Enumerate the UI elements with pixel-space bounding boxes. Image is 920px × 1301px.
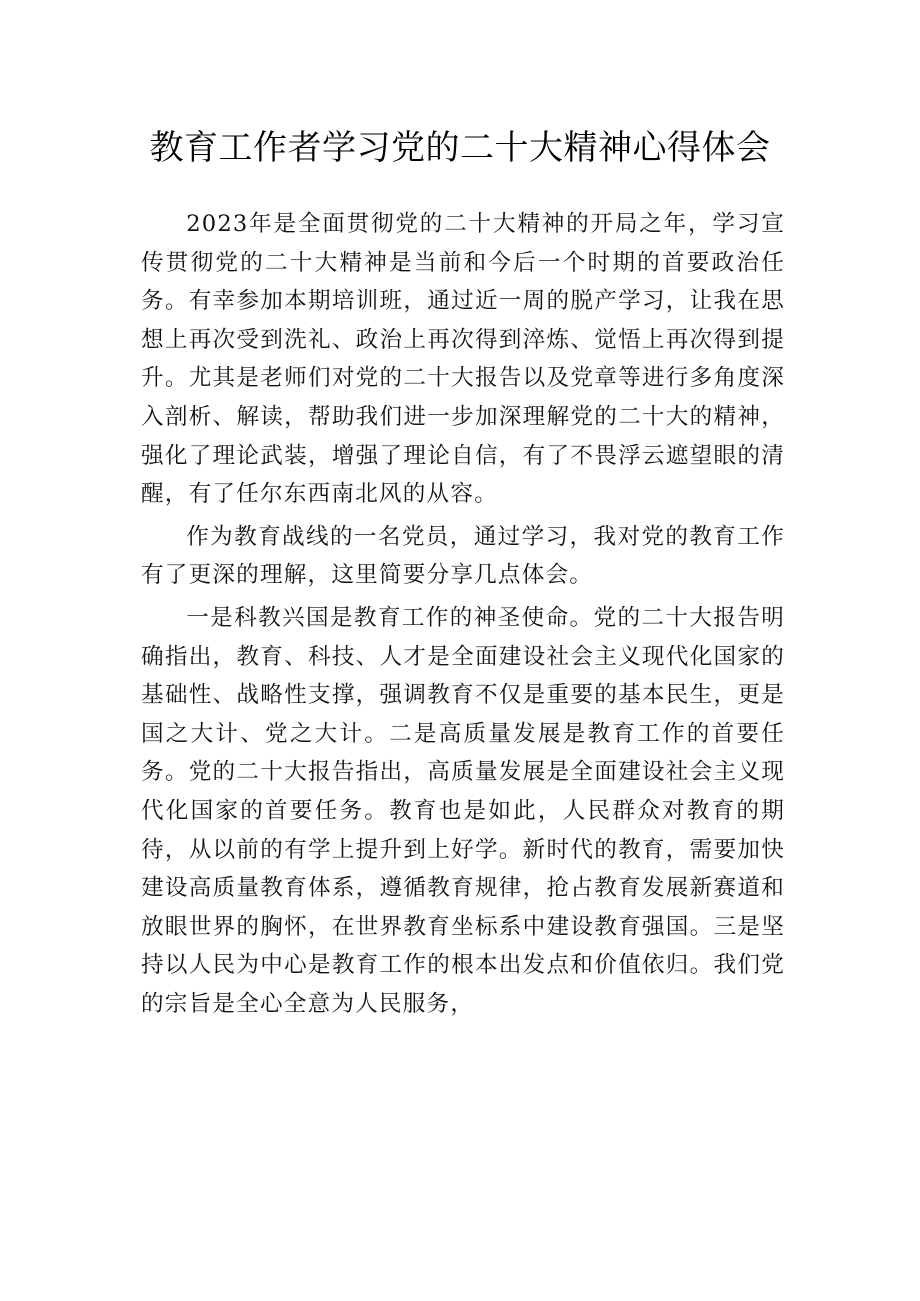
document-title: 教育工作者学习党的二十大精神心得体会: [149, 128, 771, 168]
paragraph-key-points: 一是科教兴国是教育工作的神圣使命。党的二十大报告明确指出，教育、科技、人才是全面建设社会主义现代化国家的基础性、战略性支撑，强调教育不仅是重要的基本民生，更是国之大计、党之大计。二是高质量发展是教育工作的首要任务。党的二十大报告指出，高质量发展是全面建设社会主义现代化国家的首要任务。教育也是如此，人民群众对教育的期待，从以前的有学上提升到上好学。新时代的教育，需要加快建设高质量教育体系，遵循教育规律，抢占教育发展新赛道和放眼世界的胸怀，在世界教育坐标系中建设教育强国。三是坚持以人民为中心是教育工作的根本出发点和价值依归。我们党的宗旨是全心全意为人民服务，: [141, 604, 785, 1017]
document-body: [141, 205, 785, 1027]
paragraph-reflection-lead: 作为教育战线的一名党员，通过学习，我对党的教育工作有了更深的理解，这里简要分享几点体会。: [141, 523, 785, 589]
paragraph-intro: 2023年是全面贯彻党的二十大精神的开局之年，学习宣传贯彻党的二十大精神是当前和今后一个时期的首要政治任务。有幸参加本期培训班，通过近一周的脱产学习，让我在思想上再次受到洗礼、政治上再次得到淬炼、觉悟上再次得到提升。尤其是老师们对党的二十大报告以及党章等进行多角度深入剖析、解读，帮助我们进一步加深理解党的二十大的精神，强化了理论武装，增强了理论自信，有了不畏浮云遮望眼的清醒，有了任尔东西南北风的从容。: [141, 211, 785, 508]
